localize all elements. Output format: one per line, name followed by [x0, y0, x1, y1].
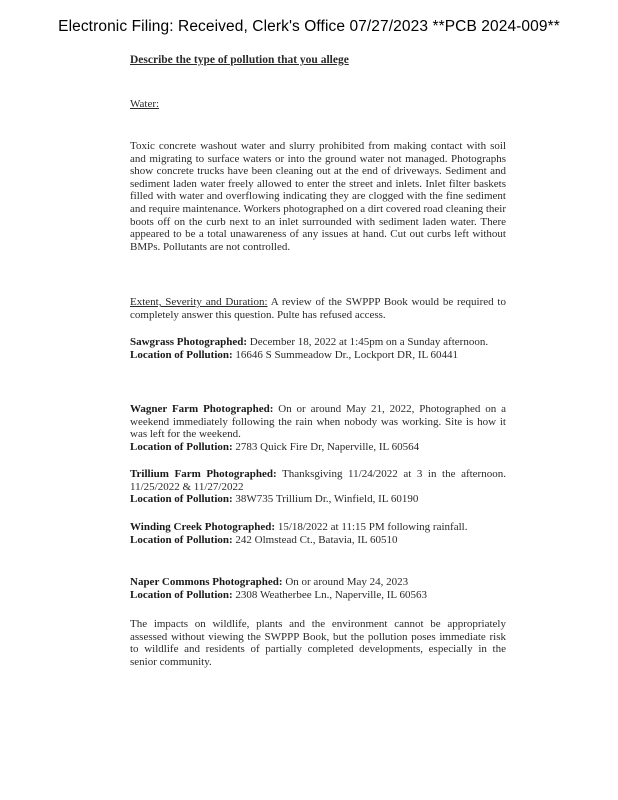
site-text: 15/18/2022 at 11:15 PM following rainfall. — [275, 521, 468, 533]
site-label: Wagner Farm Photographed: — [130, 403, 274, 415]
closing-paragraph: The impacts on wildlife, plants and the environment cannot be appropriately assessed without viewing the SWPPP Book, but the pollution poses immediate risk to wildlife and residents of partially completed developments, especially in the senior community. — [130, 618, 506, 668]
location-label: Location of Pollution: — [130, 440, 233, 453]
water-label-text: Water: — [130, 98, 160, 110]
location-text: 16646 S Summeadow Dr., Lockport DR, IL 60441 — [232, 348, 459, 361]
section-heading: Describe the type of pollution that you allege — [130, 54, 349, 66]
site-winding-creek — [130, 521, 506, 546]
location-label: Location of Pollution: — [130, 348, 233, 361]
filing-stamp: Electronic Filing: Received, Clerk's Office 07/27/2023 **PCB 2024-009** — [58, 18, 560, 35]
site-trillium-farm — [130, 468, 506, 506]
location-text: 2308 Weatherbee Ln., Naperville, IL 60563 — [232, 588, 427, 601]
location-label: Location of Pollution: — [130, 588, 233, 601]
site-label: Trillium Farm Photographed: — [130, 468, 277, 480]
pollution-description: Toxic concrete washout water and slurry prohibited from making contact with soil and migrating to surface waters or into the ground water not managed. Photographs show concrete trucks have been cleaning out at the end of driveways. Sediment and sediment laden water freely allowed to enter the street and inlets. Inlet filter baskets filled with water and overflowing indicating they are clogged with the fine sediment and require maintenance. Workers photographed on a dirt covered road cleaning their boots off on the curb next to an inlet surrounded with sediment laden water. There appeared to be a total unawareness of any issues at hand. Cut out curbs left without BMPs. Pollutants are not controlled. — [130, 140, 506, 253]
site-label: Naper Commons Photographed: — [130, 576, 283, 588]
site-sawgrass — [130, 336, 506, 361]
site-naper-commons — [130, 576, 506, 601]
site-label: Winding Creek Photographed: — [130, 521, 276, 533]
site-text: On or around May 21, 2022, Photographed on a weekend immediately following the rain when nobody was working. Site is how it was left for the weekend. — [130, 403, 506, 441]
site-label: Sawgrass Photographed: — [130, 336, 248, 348]
location-text: 38W735 Trillium Dr., Winfield, IL 60190 — [232, 493, 419, 506]
extent-paragraph — [130, 296, 506, 321]
site-text: On or around May 24, 2023 — [282, 576, 409, 588]
location-text: 2783 Quick Fire Dr, Naperville, IL 60564 — [232, 440, 420, 453]
location-label: Location of Pollution: — [130, 533, 233, 546]
site-text: December 18, 2022 at 1:45pm on a Sunday afternoon. — [247, 336, 489, 348]
site-text: Thanksgiving 11/24/2022 at 3 in the afternoon. 11/25/2022 & 11/27/2022 — [130, 468, 506, 493]
location-text: 242 Olmstead Ct., Batavia, IL 60510 — [232, 533, 398, 546]
location-label: Location of Pollution: — [130, 493, 233, 506]
extent-text: A review of the SWPPP Book would be required to completely answer this question. Pulte has refused access. — [130, 296, 506, 321]
extent-label: Extent, Severity and Duration: — [130, 296, 268, 308]
site-wagner-farm — [130, 403, 506, 453]
water-label — [130, 98, 506, 111]
